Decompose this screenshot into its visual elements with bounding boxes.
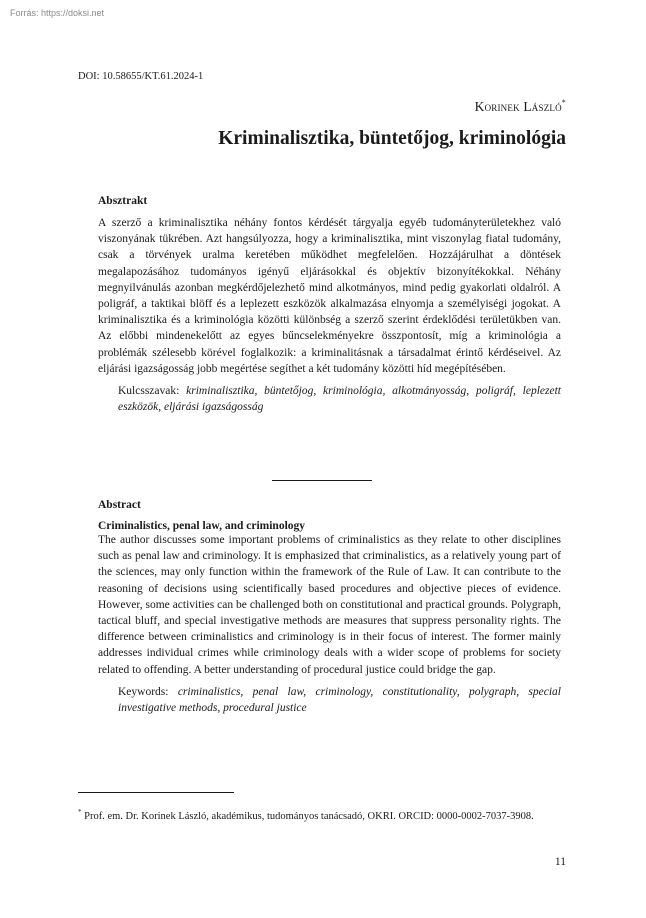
footnote-text: Prof. em. Dr. Korinek László, akadémikus, tudományos tanácsadó, OKRI. ORCID: 0000-0002-7037-3908. [84,811,534,822]
footnote-rule [78,792,234,793]
page-number: 11 [554,856,566,868]
abstract-hu-heading: Absztrakt [98,195,148,207]
source-label: Forrás: https://doksi.net [10,8,105,18]
abstract-en-text: The author discusses some important problems of criminalistics as they relate to other disciplines such as penal law and criminology. It is emphasized that criminalistics, as a relatively young part of the sciences, may only function within the framework of the Rule of Law. It can contribute to the reasoning of decisions using scientifically based procedures and objective pieces of evidence. However, some activities can be challenged both on constitutional and practical grounds. Polygraph, tactical bluff, and special investigative methods are measures that suppress personality rights. The difference between criminalistics and criminology is in their focus of interest. The former mainly addresses individual crimes while criminology deals with a wider scope of problems for society related to offending. A better understanding of procedural justice could bridge the gap. [98,534,561,676]
author-footnote-mark: * [561,98,566,107]
doi: DOI: 10.58655/KT.61.2024-1 [78,71,204,82]
abstract-en [98,499,561,716]
author-name-text: Korinek László [474,99,562,114]
keywords-hu-label: Kulcsszavak: [118,385,180,398]
author-name [475,98,566,115]
footnote [78,804,562,825]
footnote-mark: * [78,808,82,816]
abstract-en-keywords [98,684,561,716]
abstract-en-heading: Abstract [98,499,141,511]
keywords-en-label: Keywords: [118,685,169,698]
abstract-hu-text: A szerző a kriminalisztika néhány fontos kérdését tárgyalja egyéb tudományterületekhez való viszonyának tükrében. Azt hangsúlyozza, hogy a kriminalisztika, mint viszonylag fiatal tudomány, csak a törvények uralma keretében működhet megfelelően. Hozzájárulhat a döntések megalapozásához tudományos igényű eljárásokkal és objektív bizonyítékokkal. Néhány megnyilvánulás azonban megkérdőjelezhető mind alkotmányos, mind pedig gyakorlati oldalról. A poligráf, a taktikai blöff és a leplezett eszközök alkalmazása elnyomja a személyiségi jogokat. A kriminalisztika és a kriminológia közötti különbség a szerző szerint érdeklődési területükben van. Az előbbi mindenekelőtt az egyes bűncselekményekre összpontosít, míg a kriminológia a problémák szélesebb körével foglalkozik: a kriminalitásnak a társadalmat érintő kérdéseivel. Az eljárási igazságosság jobb megértése segíthet a két tudomány közötti híd megépítésében. [98,217,561,375]
abstract-hu [98,195,561,415]
section-separator [272,480,372,481]
abstract-hu-keywords [98,383,561,415]
keywords-hu-list: kriminalisztika, büntetőjog, kriminológia, alkotmányosság, poligráf, leplezett eszközök, eljárási igazságosság [118,385,561,414]
abstract-en-subtitle: Criminalistics, penal law, and criminology [98,520,306,532]
article-title: Kriminalisztika, büntetőjog, kriminológia [218,128,566,149]
keywords-en-list: criminalistics, penal law, criminology, constitutionality, polygraph, special investigative methods, procedural justice [118,685,562,715]
